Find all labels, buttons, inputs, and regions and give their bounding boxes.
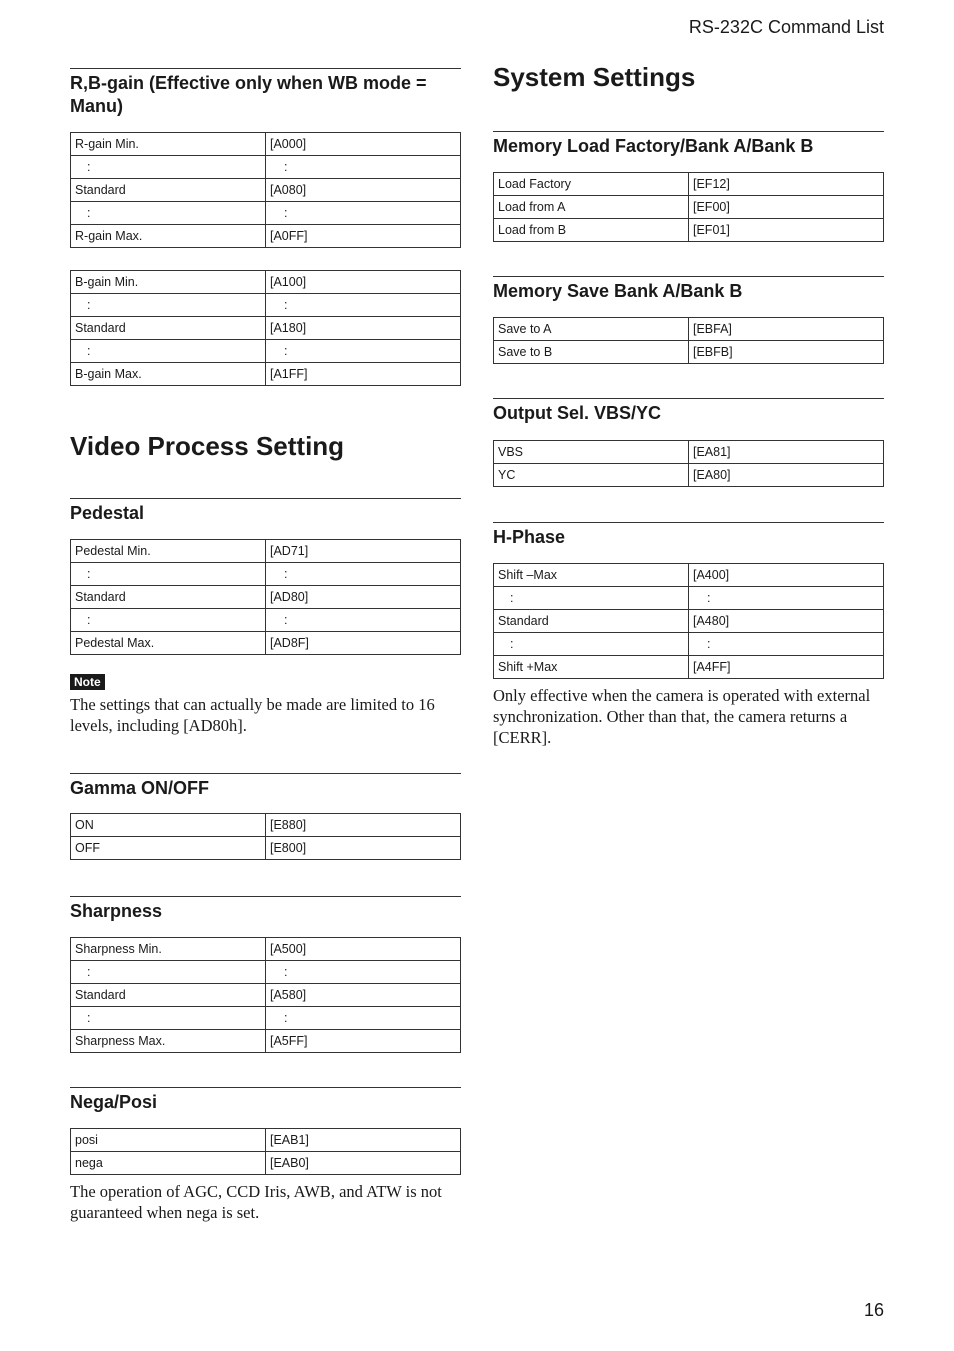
setting-cell: VBS bbox=[494, 441, 689, 464]
command-cell: [EBFA] bbox=[689, 318, 884, 341]
table-row bbox=[494, 656, 884, 679]
output-sel-table bbox=[493, 440, 884, 487]
pedestal-note-text: The settings that can actually be made are limited to 16 levels, including [AD80h]. bbox=[70, 695, 435, 735]
memory-load-title: Memory Load Factory/Bank A/Bank B bbox=[493, 136, 814, 156]
setting-cell: : bbox=[494, 633, 689, 656]
setting-cell: : bbox=[71, 202, 266, 225]
rb-gain-title: R,B-gain (Effective only when WB mode = Manu) bbox=[70, 73, 427, 116]
memory-save-title: Memory Save Bank A/Bank B bbox=[493, 281, 743, 301]
command-cell: [EF12] bbox=[689, 173, 884, 196]
table-row bbox=[494, 633, 884, 656]
command-cell: [A1FF] bbox=[266, 363, 461, 386]
table-row bbox=[71, 156, 461, 179]
setting-cell: Sharpness Min. bbox=[71, 938, 266, 961]
command-cell: [A480] bbox=[689, 610, 884, 633]
pedestal-title: Pedestal bbox=[70, 503, 145, 523]
command-cell: [EAB1] bbox=[266, 1129, 461, 1152]
memory-save-table bbox=[493, 317, 884, 364]
setting-cell: Load Factory bbox=[494, 173, 689, 196]
table-row bbox=[71, 563, 461, 586]
table-row bbox=[494, 318, 884, 341]
command-cell: [A080] bbox=[266, 179, 461, 202]
gamma-table bbox=[70, 813, 461, 860]
table-row bbox=[71, 632, 461, 655]
command-cell: [E800] bbox=[266, 837, 461, 860]
r-gain-table bbox=[70, 132, 461, 248]
setting-cell: posi bbox=[71, 1129, 266, 1152]
table-row bbox=[71, 814, 461, 837]
table-row bbox=[71, 961, 461, 984]
output-sel-section bbox=[493, 398, 884, 487]
table-row bbox=[71, 1129, 461, 1152]
table-row bbox=[494, 587, 884, 610]
setting-cell: Pedestal Min. bbox=[71, 540, 266, 563]
command-cell: [AD80] bbox=[266, 586, 461, 609]
command-cell: [A400] bbox=[689, 564, 884, 587]
command-cell: : bbox=[266, 1007, 461, 1030]
table-row bbox=[71, 179, 461, 202]
table-row bbox=[71, 938, 461, 961]
command-cell: [EA80] bbox=[689, 464, 884, 487]
table-row bbox=[71, 340, 461, 363]
table-row bbox=[71, 837, 461, 860]
table-row bbox=[494, 196, 884, 219]
setting-cell: nega bbox=[71, 1152, 266, 1175]
table-row bbox=[494, 564, 884, 587]
command-cell: [AD71] bbox=[266, 540, 461, 563]
pedestal-section bbox=[70, 498, 461, 736]
right-column bbox=[493, 62, 884, 748]
note-label: Note bbox=[70, 674, 105, 690]
command-cell: [A100] bbox=[266, 271, 461, 294]
setting-cell: Sharpness Max. bbox=[71, 1030, 266, 1053]
table-row bbox=[71, 133, 461, 156]
table-row bbox=[494, 610, 884, 633]
command-cell: : bbox=[266, 961, 461, 984]
setting-cell: Standard bbox=[71, 179, 266, 202]
table-row bbox=[71, 202, 461, 225]
setting-cell: : bbox=[494, 587, 689, 610]
setting-cell: : bbox=[71, 294, 266, 317]
command-cell: : bbox=[689, 587, 884, 610]
command-cell: [A0FF] bbox=[266, 225, 461, 248]
nega-text: The operation of AGC, CCD Iris, AWB, and ATW is not guaranteed when nega is set. bbox=[70, 1182, 442, 1222]
output-sel-title: Output Sel. VBS/YC bbox=[493, 403, 662, 423]
table-row bbox=[71, 363, 461, 386]
pedestal-table bbox=[70, 539, 461, 655]
table-row bbox=[71, 586, 461, 609]
table-row bbox=[71, 540, 461, 563]
setting-cell: R-gain Min. bbox=[71, 133, 266, 156]
setting-cell: Save to A bbox=[494, 318, 689, 341]
command-cell: : bbox=[689, 633, 884, 656]
command-cell: : bbox=[266, 609, 461, 632]
page-header: RS-232C Command List bbox=[688, 17, 884, 37]
setting-cell: B-gain Min. bbox=[71, 271, 266, 294]
sharpness-title: Sharpness bbox=[70, 901, 163, 921]
table-row bbox=[494, 441, 884, 464]
setting-cell: Load from A bbox=[494, 196, 689, 219]
table-row bbox=[494, 464, 884, 487]
command-cell: [AD8F] bbox=[266, 632, 461, 655]
setting-cell: Standard bbox=[494, 610, 689, 633]
table-row bbox=[71, 294, 461, 317]
hphase-table bbox=[493, 563, 884, 679]
setting-cell: : bbox=[71, 563, 266, 586]
table-row bbox=[71, 984, 461, 1007]
setting-cell: : bbox=[71, 1007, 266, 1030]
command-cell: [EBFB] bbox=[689, 341, 884, 364]
table-row bbox=[494, 173, 884, 196]
command-cell: : bbox=[266, 202, 461, 225]
gamma-title: Gamma ON/OFF bbox=[70, 778, 210, 798]
hphase-text: Only effective when the camera is operated with external synchronization. Other than that, the camera returns a [CERR]. bbox=[493, 686, 871, 747]
hphase-section bbox=[493, 522, 884, 748]
command-cell: [A4FF] bbox=[689, 656, 884, 679]
system-settings-title: System Settings bbox=[493, 62, 696, 92]
command-cell: [E880] bbox=[266, 814, 461, 837]
table-row bbox=[71, 225, 461, 248]
command-cell: [A000] bbox=[266, 133, 461, 156]
setting-cell: OFF bbox=[71, 837, 266, 860]
command-cell: : bbox=[266, 340, 461, 363]
left-column bbox=[70, 68, 461, 1223]
setting-cell: R-gain Max. bbox=[71, 225, 266, 248]
setting-cell: Pedestal Max. bbox=[71, 632, 266, 655]
memory-load-table bbox=[493, 172, 884, 242]
command-cell: [EA81] bbox=[689, 441, 884, 464]
setting-cell: Standard bbox=[71, 586, 266, 609]
setting-cell: B-gain Max. bbox=[71, 363, 266, 386]
setting-cell: Shift +Max bbox=[494, 656, 689, 679]
nega-table bbox=[70, 1128, 461, 1175]
table-row bbox=[71, 317, 461, 340]
sharpness-section bbox=[70, 896, 461, 1053]
command-cell: [EAB0] bbox=[266, 1152, 461, 1175]
setting-cell: : bbox=[71, 156, 266, 179]
note-block bbox=[70, 673, 461, 691]
table-row bbox=[494, 341, 884, 364]
setting-cell: : bbox=[71, 961, 266, 984]
command-cell: [A5FF] bbox=[266, 1030, 461, 1053]
command-cell: [EF01] bbox=[689, 219, 884, 242]
table-row bbox=[71, 1030, 461, 1053]
nega-title: Nega/Posi bbox=[70, 1092, 158, 1112]
setting-cell: Shift –Max bbox=[494, 564, 689, 587]
command-cell: : bbox=[266, 156, 461, 179]
setting-cell: Standard bbox=[71, 317, 266, 340]
nega-section bbox=[70, 1087, 461, 1223]
table-row bbox=[71, 271, 461, 294]
gamma-section bbox=[70, 773, 461, 860]
memory-load-section bbox=[493, 131, 884, 242]
command-cell: [A180] bbox=[266, 317, 461, 340]
command-cell: [A580] bbox=[266, 984, 461, 1007]
setting-cell: : bbox=[71, 609, 266, 632]
hphase-title: H-Phase bbox=[493, 527, 566, 547]
video-process-title: Video Process Setting bbox=[70, 431, 345, 461]
command-cell: [A500] bbox=[266, 938, 461, 961]
memory-save-section bbox=[493, 276, 884, 364]
setting-cell: Save to B bbox=[494, 341, 689, 364]
table-row bbox=[494, 219, 884, 242]
b-gain-table bbox=[70, 270, 461, 386]
table-row bbox=[71, 1152, 461, 1175]
command-cell: [EF00] bbox=[689, 196, 884, 219]
setting-cell: Standard bbox=[71, 984, 266, 1007]
setting-cell: YC bbox=[494, 464, 689, 487]
rb-gain-section bbox=[70, 68, 461, 386]
table-row bbox=[71, 609, 461, 632]
setting-cell: : bbox=[71, 340, 266, 363]
setting-cell: ON bbox=[71, 814, 266, 837]
command-cell: : bbox=[266, 294, 461, 317]
command-cell: : bbox=[266, 563, 461, 586]
setting-cell: Load from B bbox=[494, 219, 689, 242]
sharpness-table bbox=[70, 937, 461, 1053]
page-number: 16 bbox=[863, 1300, 884, 1320]
table-row bbox=[71, 1007, 461, 1030]
